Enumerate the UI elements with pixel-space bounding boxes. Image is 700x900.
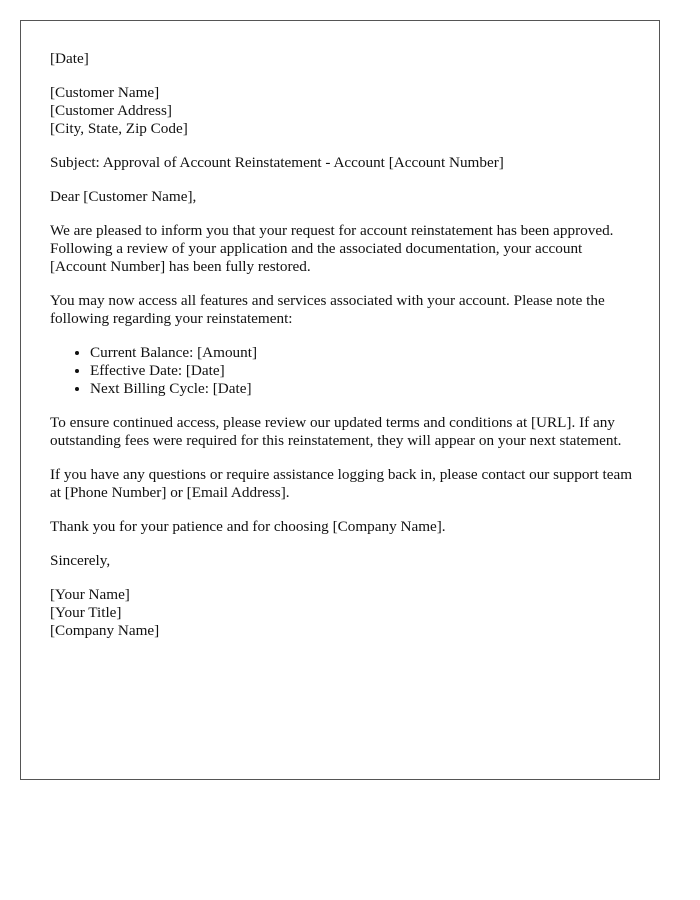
letter-date: [Date]: [50, 50, 89, 67]
letter-page: [20, 20, 660, 780]
paragraph-thanks: Thank you for your patience and for choosing [Company Name].: [50, 518, 446, 535]
paragraph-approval: We are pleased to inform you that your request for account reinstatement has been approved. Following a review of your application and the associated documentation, your account [Account Number] has been fully restored.: [50, 222, 614, 275]
letter-greeting: Dear [Customer Name],: [50, 188, 197, 205]
detail-effective-date: • Effective Date: [Date]: [90, 362, 640, 380]
reinstatement-details-list: [50, 344, 640, 398]
recipient-address: [Customer Address]: [50, 102, 172, 119]
recipient-city-state-zip: [City, State, Zip Code]: [50, 120, 188, 137]
signature-name: [Your Name]: [50, 586, 130, 603]
paragraph-support: If you have any questions or require assistance logging back in, please contact our support team at [Phone Number] or [Email Address].: [50, 466, 633, 501]
detail-current-balance: • Current Balance: [Amount]: [90, 344, 640, 362]
paragraph-terms: To ensure continued access, please review our updated terms and conditions at [URL]. If any outstanding fees were required for this reinstatement, they will appear on your next statement.: [50, 414, 622, 449]
letter-body: [50, 50, 640, 656]
recipient-block: [50, 84, 640, 138]
paragraph-access: You may now access all features and services associated with your account. Please note the following regarding your reinstatement:: [50, 292, 605, 327]
signature-company: [Company Name]: [50, 622, 160, 639]
signature-block: [50, 586, 640, 640]
signature-title: [Your Title]: [50, 604, 122, 621]
letter-closing: Sincerely,: [50, 552, 111, 569]
detail-next-billing-cycle: • Next Billing Cycle: [Date]: [90, 380, 640, 398]
letter-subject: Subject: Approval of Account Reinstatement - Account [Account Number]: [50, 154, 504, 171]
recipient-name: [Customer Name]: [50, 84, 160, 101]
